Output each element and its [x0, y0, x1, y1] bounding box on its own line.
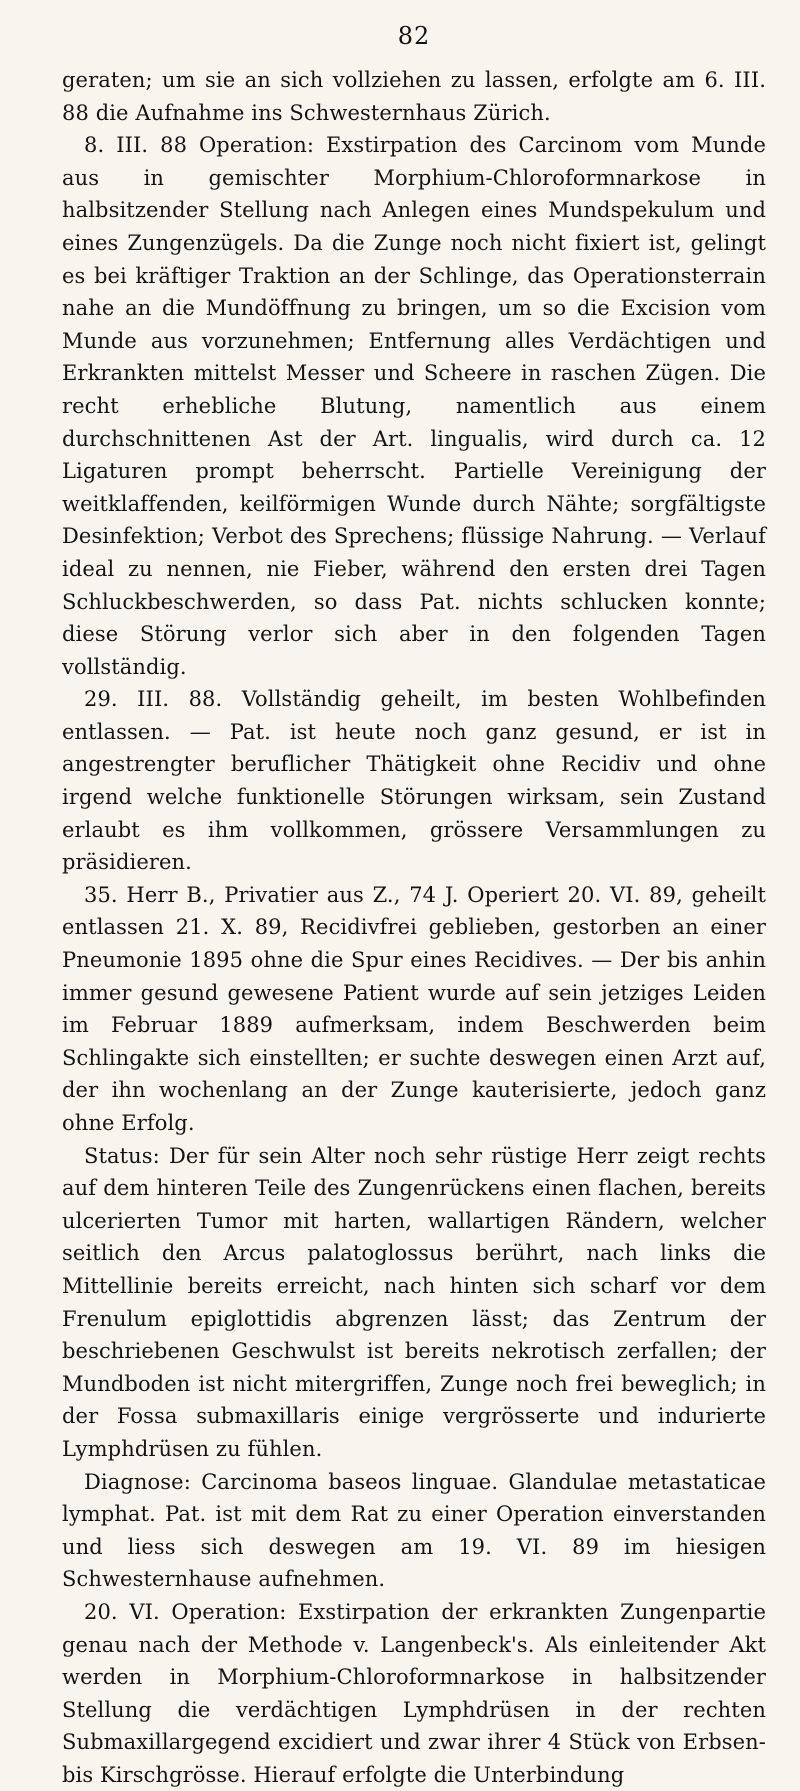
paragraph-1: geraten; um sie an sich vollziehen zu lassen, erfolgte am 6. III. 88 die Aufnahme ins Schwesternhaus Zürich. — [62, 68, 766, 125]
body-text — [62, 64, 766, 1791]
page-number: 82 — [397, 22, 431, 50]
paragraph-7: 20. VI. Operation: Exstirpation der erkrankten Zungenpartie genau nach der Methode v. Langenbeck's. Als einleitender Akt werden in Morphium-Chloroformnarkose in halbsitzender Stellung die verdächtigen Lymphdrüsen in der rechten Submaxillargegend excidiert und zwar ihrer 4 Stück von Erbsen- bis Kirschgrösse. Hierauf erfolgte die Unterbindung — [62, 1599, 766, 1787]
paragraph-4: 35. Herr B., Privatier aus Z., 74 J. Operiert 20. VI. 89, geheilt entlassen 21. X. 89, Recidivfrei geblieben, gestorben an einer Pneumonie 1895 ohne die Spur eines Recidives. — Der bis anhin immer gesund gewesene Patient wurde auf sein jetziges Leiden im Februar 1889 aufmerksam, indem Beschwerden beim Schlingakte sich einstellten; er suchte deswegen einen Arzt auf, der ihn wochenlang an der Zunge kauterisierte, jedoch ganz ohne Erfolg. — [62, 882, 766, 1135]
paragraph-3: 29. III. 88. Vollständig geheilt, im besten Wohlbefinden entlassen. — Pat. ist heute noch ganz gesund, er ist in angestrengter beruflicher Thätigkeit ohne Recidiv und ohne irgend welche funktionelle Störungen wirksam, sein Zustand erlaubt es ihm vollkommen, grössere Versammlungen zu präsidieren. — [62, 687, 766, 875]
paragraph-6: Diagnose: Carcinoma baseos linguae. Glandulae metastaticae lymphat. Pat. ist mit dem Rat zu einer Operation einverstanden und liess sich deswegen am 19. VI. 89 im hiesigen Schwesternhause aufnehmen. — [62, 1469, 766, 1592]
paragraph-2: 8. III. 88 Operation: Exstirpation des Carcinom vom Munde aus in gemischter Morphium-Chloroformnarkose in halbsitzender Stellung nach Anlegen eines Mundspekulum und eines Zungenzügels. Da die Zunge noch nicht fixiert ist, gelingt es bei kräftiger Traktion an der Schlinge, das Operationsterrain nahe an die Mundöffnung zu bringen, um so die Excision vom Munde aus vorzunehmen; Entfernung alles Verdächtigen und Erkrankten mittelst Messer und Scheere in raschen Zügen. Die recht erhebliche Blutung, namentlich aus einem durchschnittenen Ast der Art. lingualis, wird durch ca. 12 Ligaturen prompt beherrscht. Partielle Vereinigung der weitklaffenden, keilförmigen Wunde durch Nähte; sorgfältigste Desinfektion; Verbot des Sprechens; flüssige Nahrung. — Verlauf ideal zu nennen, nie Fieber, während den ersten drei Tagen Schluckbeschwerden, so dass Pat. nichts schlucken konnte; diese Störung verlor sich aber in den folgenden Tagen vollständig. — [62, 133, 766, 679]
paragraph-5: Status: Der für sein Alter noch sehr rüstige Herr zeigt rechts auf dem hinteren Teile des Zungenrückens einen flachen, bereits ulcerierten Tumor mit harten, wallartigen Rändern, welcher seitlich den Arcus palatoglossus berührt, nach links die Mittellinie bereits erreicht, nach hinten sich scharf vor dem Frenulum epiglottidis abgrenzen lässt; das Zentrum der beschriebenen Geschwulst ist bereits nekrotisch zerfallen; der Mundboden ist nicht mitergriffen, Zunge noch frei beweglich; in der Fossa submaxillaris einige vergrösserte und indurierte Lymphdrüsen zu fühlen. — [62, 1143, 766, 1461]
